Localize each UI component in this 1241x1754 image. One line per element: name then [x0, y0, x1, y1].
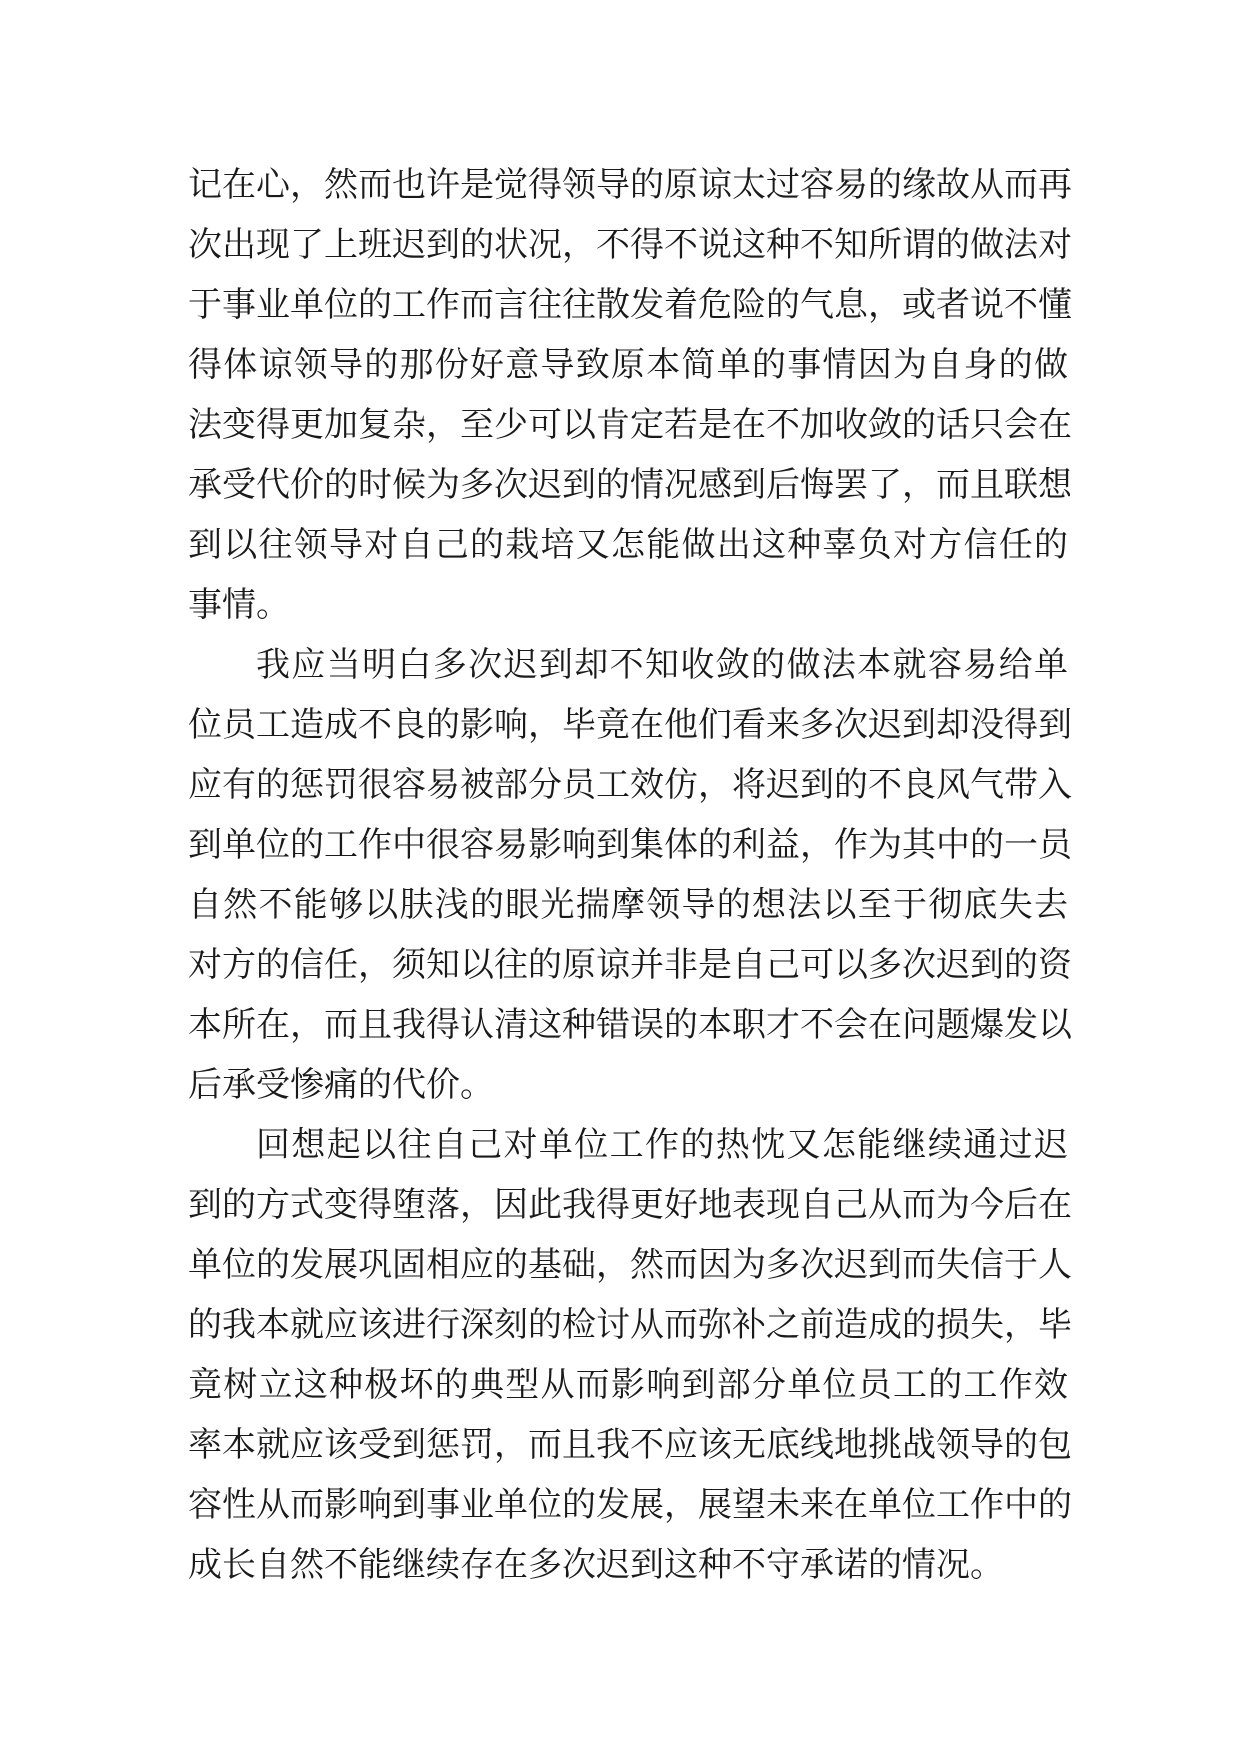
text-line: 竟树立这种极坏的典型从而影响到部分单位员工的工作效 — [188, 1365, 1068, 1405]
text-line: 到以往领导对自己的栽培又怎能做出这种辜负对方信任的 — [188, 525, 1068, 565]
text-line: 自然不能够以肤浅的眼光揣摩领导的想法以至于彻底失去 — [188, 885, 1068, 925]
text-line: 率本就应该受到惩罚，而且我不应该无底线地挑战领导的包 — [188, 1425, 1072, 1465]
text-line: 对方的信任，须知以往的原谅并非是自己可以多次迟到的资 — [188, 945, 1072, 985]
text-line: 到单位的工作中很容易影响到集体的利益，作为其中的一员 — [188, 825, 1072, 865]
text-line: 回想起以往自己对单位工作的热忱又怎能继续通过迟 — [256, 1125, 1068, 1165]
text-line: 本所在，而且我得认清这种错误的本职才不会在问题爆发以 — [188, 1005, 1072, 1045]
text-line: 我应当明白多次迟到却不知收敛的做法本就容易给单 — [256, 645, 1068, 685]
paragraph-2 — [188, 635, 1072, 1115]
text-line: 后承受惨痛的代价。 — [188, 1065, 494, 1105]
text-line: 容性从而影响到事业单位的发展，展望未来在单位工作中的 — [188, 1485, 1072, 1525]
text-line: 成长自然不能继续存在多次迟到这种不守承诺的情况。 — [188, 1545, 1004, 1585]
text-line: 应有的惩罚很容易被部分员工效仿，将迟到的不良风气带入 — [188, 765, 1072, 805]
text-line: 的我本就应该进行深刻的检讨从而弥补之前造成的损失，毕 — [188, 1305, 1072, 1345]
text-line: 得体谅领导的那份好意导致原本简单的事情因为自身的做 — [188, 345, 1068, 385]
document-body — [188, 155, 1072, 1595]
paragraph-1 — [188, 155, 1072, 635]
text-line: 记在心，然而也许是觉得领导的原谅太过容易的缘故从而再 — [188, 165, 1072, 205]
text-line: 单位的发展巩固相应的基础，然而因为多次迟到而失信于人 — [188, 1245, 1072, 1285]
text-line: 承受代价的时候为多次迟到的情况感到后悔罢了，而且联想 — [188, 465, 1072, 505]
text-line: 到的方式变得堕落，因此我得更好地表现自己从而为今后在 — [188, 1185, 1072, 1225]
text-line: 位员工造成不良的影响，毕竟在他们看来多次迟到却没得到 — [188, 705, 1072, 745]
text-line: 法变得更加复杂，至少可以肯定若是在不加收敛的话只会在 — [188, 405, 1072, 445]
text-line: 次出现了上班迟到的状况，不得不说这种不知所谓的做法对 — [188, 225, 1072, 265]
text-line: 于事业单位的工作而言往往散发着危险的气息，或者说不懂 — [188, 285, 1072, 325]
text-line: 事情。 — [188, 585, 290, 625]
paragraph-3 — [188, 1115, 1072, 1595]
